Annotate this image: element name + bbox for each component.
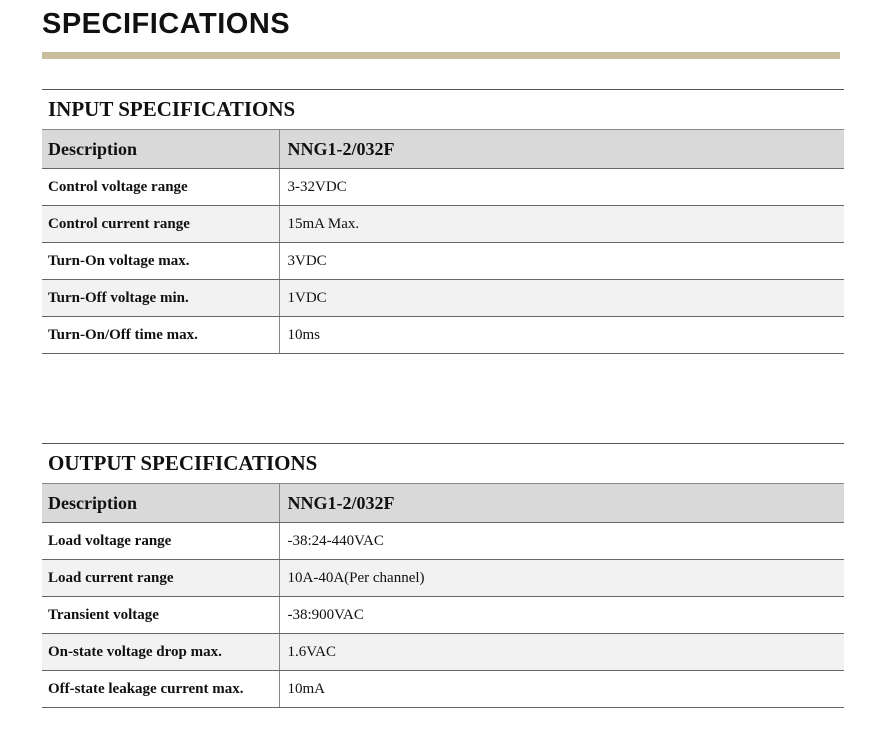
table-row bbox=[42, 206, 844, 243]
table-header-row bbox=[42, 130, 844, 169]
spec-value: 15mA Max. bbox=[279, 206, 844, 243]
table-row bbox=[42, 523, 844, 560]
spec-label: On-state voltage drop max. bbox=[42, 634, 279, 671]
input-specifications-heading: INPUT SPECIFICATIONS bbox=[42, 89, 844, 129]
spec-value: 3-32VDC bbox=[279, 169, 844, 206]
spec-value: 10mA bbox=[279, 671, 844, 708]
table-row bbox=[42, 597, 844, 634]
spec-value: 3VDC bbox=[279, 243, 844, 280]
input-specifications-section bbox=[42, 89, 844, 354]
title-divider bbox=[42, 52, 840, 59]
spec-label: Control voltage range bbox=[42, 169, 279, 206]
output-specifications-section bbox=[42, 443, 844, 708]
table-row bbox=[42, 243, 844, 280]
output-specifications-table bbox=[42, 483, 844, 708]
spec-label: Off-state leakage current max. bbox=[42, 671, 279, 708]
spec-label: Turn-On/Off time max. bbox=[42, 317, 279, 354]
table-row bbox=[42, 560, 844, 597]
spec-value: -38:900VAC bbox=[279, 597, 844, 634]
model-column-header: NNG1-2/032F bbox=[279, 484, 844, 523]
spec-value: 1.6VAC bbox=[279, 634, 844, 671]
spec-label: Turn-On voltage max. bbox=[42, 243, 279, 280]
model-column-header: NNG1-2/032F bbox=[279, 130, 844, 169]
table-row bbox=[42, 634, 844, 671]
spec-label: Transient voltage bbox=[42, 597, 279, 634]
table-row bbox=[42, 280, 844, 317]
description-column-header: Description bbox=[42, 484, 279, 523]
page-title: SPECIFICATIONS bbox=[42, 8, 291, 40]
table-header-row bbox=[42, 484, 844, 523]
table-row bbox=[42, 169, 844, 206]
description-column-header: Description bbox=[42, 130, 279, 169]
input-specifications-table bbox=[42, 129, 844, 354]
table-row bbox=[42, 671, 844, 708]
output-specifications-heading: OUTPUT SPECIFICATIONS bbox=[42, 443, 844, 483]
table-row bbox=[42, 317, 844, 354]
spec-value: -38:24-440VAC bbox=[279, 523, 844, 560]
spec-value: 1VDC bbox=[279, 280, 844, 317]
spec-label: Control current range bbox=[42, 206, 279, 243]
spec-value: 10A-40A(Per channel) bbox=[279, 560, 844, 597]
spec-label: Turn-Off voltage min. bbox=[42, 280, 279, 317]
spec-label: Load current range bbox=[42, 560, 279, 597]
spec-label: Load voltage range bbox=[42, 523, 279, 560]
spec-value: 10ms bbox=[279, 317, 844, 354]
